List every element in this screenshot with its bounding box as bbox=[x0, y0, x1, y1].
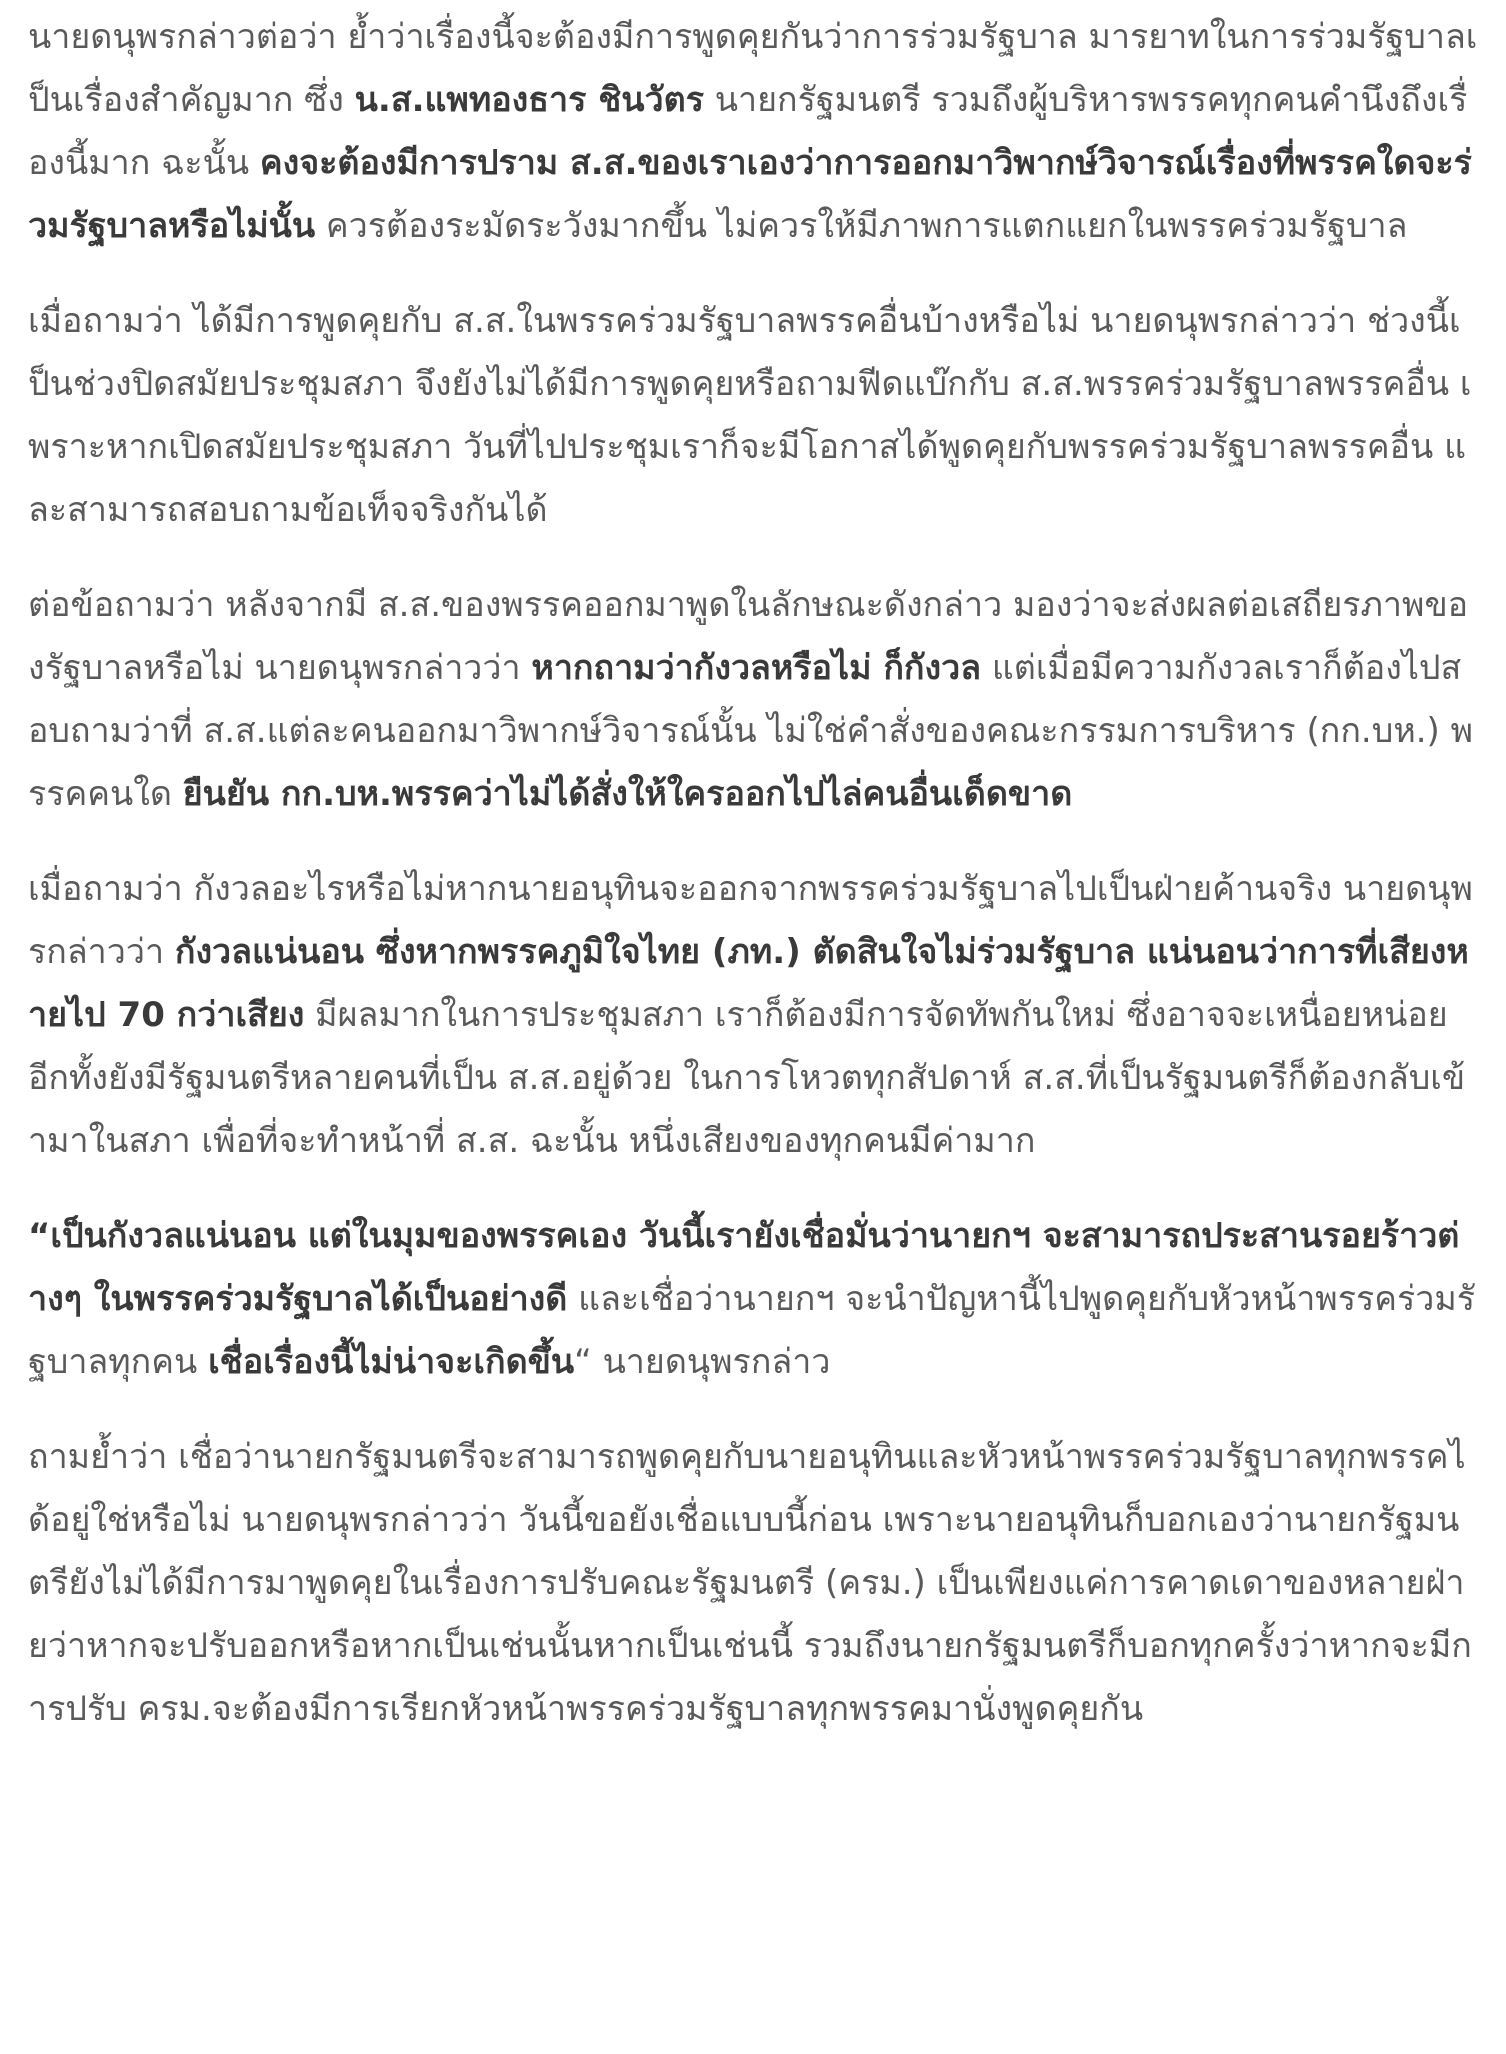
paragraph-bold-text: เชื่อเรื่องนี้ไม่น่าจะเกิดขึ้น bbox=[208, 1342, 575, 1382]
paragraph-4 bbox=[28, 858, 1478, 1173]
paragraph-6 bbox=[28, 1426, 1478, 1741]
paragraph-text: ถามย้ำว่า เชื่อว่านายกรัฐมนตรีจะสามารถพูดคุยกับนายอนุทินและหัวหน้าพรรคร่วมรัฐบาลทุกพรรคได้อยู่ใช่หรือไม่ นายดนุพรกล่าวว่า วันนี้ขอยังเชื่อแบบนี้ก่อน เพราะนายอนุทินก็บอกเองว่านายกรัฐมนตรียังไม่ได้มีการมาพูดคุยในเรื่องการปรับคณะรัฐมนตรี (ครม.) เป็นเพียงแค่การคาดเดาของหลายฝ่ายว่าหากจะปรับออกหรือหากเป็นเช่นนั้นหากเป็นเช่นนี้ รวมถึงนายกรัฐมนตรีก็บอกทุกครั้งว่าหากจะมีการปรับ ครม.จะต้องมีการเรียกหัวหน้าพรรคร่วมรัฐบาลทุกพรรคมานั่งพูดคุยกัน bbox=[28, 1437, 1472, 1729]
paragraph-bold-text: ยืนยัน กก.บห.พรรคว่าไม่ได้สั่งให้ใครออกไปไล่คนอื่นเด็ดขาด bbox=[182, 774, 1073, 814]
paragraph-text: แต่เมื่อมีความกังวลเราก็ต้องไปสอบถามว่าที่ ส.ส.แต่ละคนออกมาวิพากษ์วิจารณ์นั้น ไม่ใช่คำสั่งของคณะกรรมการบริหาร (กก.บห.) พรรคคนใด bbox=[28, 648, 1474, 814]
paragraph-2 bbox=[28, 290, 1478, 542]
paragraph-bold-text: คงจะต้องมีการปราม ส.ส.ของเราเองว่าการออกมาวิพากษ์วิจารณ์เรื่องที่พรรคใดจะร่วมรัฐบาลหรือไม่นั้น bbox=[28, 143, 1472, 246]
paragraph-bold-text: กังวลแน่นอน ซึ่งหากพรรคภูมิใจไทย (ภท.) ตัดสินใจไม่ร่วมรัฐบาล แน่นอนว่าการที่เสียงหายไป 70 กว่าเสียง bbox=[28, 932, 1469, 1035]
paragraph-5-quote bbox=[28, 1205, 1478, 1394]
paragraph-bold-text: น.ส.แพทองธาร ชินวัตร bbox=[354, 80, 704, 120]
paragraph-text: นายดนุพรกล่าวต่อว่า ย้ำว่าเรื่องนี้จะต้องมีการพูดคุยกันว่าการร่วมรัฐบาล มารยาทในการร่วมรัฐบาลเป็นเรื่องสำคัญมาก ซึ่ง bbox=[28, 17, 1478, 120]
paragraph-text: และเชื่อว่านายกฯ จะนำปัญหานี้ไปพูดคุยกับหัวหน้าพรรคร่วมรัฐบาลทุกคน bbox=[28, 1279, 1475, 1382]
paragraph-text: “ นายดนุพรกล่าว bbox=[574, 1342, 831, 1382]
paragraph-bold-text: “เป็นกังวลแน่นอน แต่ในมุมของพรรคเอง วันนี้เรายังเชื่อมั่นว่านายกฯ จะสามารถประสานรอยร้าวต่างๆ ในพรรคร่วมรัฐบาลได้เป็นอย่างดี bbox=[28, 1216, 1460, 1319]
paragraph-text: ต่อข้อถามว่า หลังจากมี ส.ส.ของพรรคออกมาพูดในลักษณะดังกล่าว มองว่าจะส่งผลต่อเสถียรภาพของรัฐบาลหรือไม่ นายดนุพรกล่าวว่า bbox=[28, 585, 1469, 688]
paragraph-text: มีผลมากในการประชุมสภา เราก็ต้องมีการจัดทัพกันใหม่ ซึ่งอาจจะเหนื่อยหน่อย อีกทั้งยังมีรัฐมนตรีหลายคนที่เป็น ส.ส.อยู่ด้วย ในการโหวตทุกสัปดาห์ ส.ส.ที่เป็นรัฐมนตรีก็ต้องกลับเข้ามาในสภา เพื่อที่จะทำหน้าที่ ส.ส. ฉะนั้น หนึ่งเสียงของทุกคนมีค่ามาก bbox=[28, 995, 1466, 1161]
paragraph-text: เมื่อถามว่า กังวลอะไรหรือไม่หากนายอนุทินจะออกจากพรรคร่วมรัฐบาลไปเป็นฝ่ายค้านจริง นายดนุพรกล่าวว่า bbox=[28, 869, 1473, 972]
paragraph-text: นายกรัฐมนตรี รวมถึงผู้บริหารพรรคทุกคนคำนึงถึงเรื่องนี้มาก ฉะนั้น bbox=[28, 80, 1468, 183]
paragraph-1 bbox=[28, 6, 1478, 258]
paragraph-3 bbox=[28, 574, 1478, 826]
paragraph-text: ควรต้องระมัดระวังมากขึ้น ไม่ควรให้มีภาพการแตกแยกในพรรคร่วมรัฐบาล bbox=[315, 206, 1408, 246]
paragraph-bold-text: หากถามว่ากังวลหรือไม่ ก็กังวล bbox=[531, 648, 982, 688]
paragraph-text: เมื่อถามว่า ได้มีการพูดคุยกับ ส.ส.ในพรรคร่วมรัฐบาลพรรคอื่นบ้างหรือไม่ นายดนุพรกล่าวว่า ช่วงนี้เป็นช่วงปิดสมัยประชุมสภา จึงยังไม่ได้มีการพูดคุยหรือถามฟีดแบ๊กกับ ส.ส.พรรคร่วมรัฐบาลพรรคอื่น เพราะหากเปิดสมัยประชุมสภา วันที่ไปประชุมเราก็จะมีโอกาสได้พูดคุยกับพรรคร่วมรัฐบาลพรรคอื่น และสามารถสอบถามข้อเท็จจริงกันได้ bbox=[28, 301, 1472, 530]
article-body bbox=[28, 6, 1478, 1773]
